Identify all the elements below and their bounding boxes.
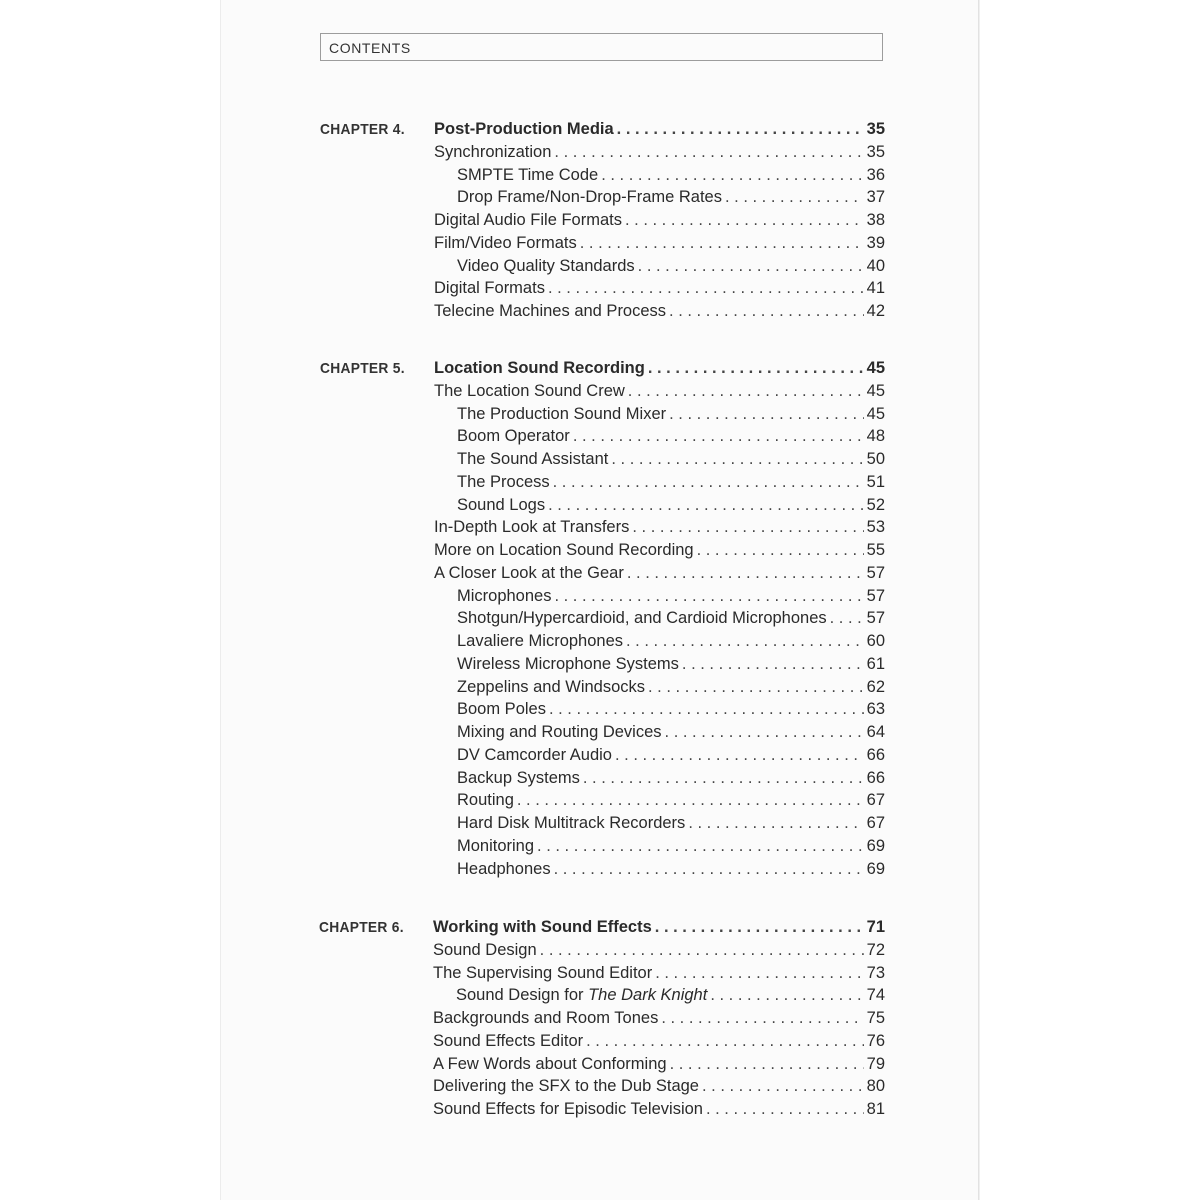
dot-leader (648, 357, 864, 380)
page-number: 52 (866, 495, 885, 514)
entry-title: Mixing and Routing Devices (457, 723, 662, 741)
page-number: 69 (866, 859, 885, 878)
page-number: 36 (866, 165, 885, 184)
toc-entry (457, 425, 885, 448)
dot-leader (625, 209, 864, 232)
toc-entry (457, 607, 885, 630)
entry-title: Video Quality Standards (457, 256, 635, 275)
chapter-title-entry (434, 357, 885, 380)
entry-title: Sound Design (433, 940, 537, 959)
toc-entry (434, 562, 885, 585)
toc-entry (433, 939, 885, 962)
entry-title: The Supervising Sound Editor (433, 963, 653, 982)
page-number: 81 (866, 1100, 885, 1118)
dot-leader (580, 232, 864, 255)
page-number: 67 (866, 791, 885, 810)
page-number: 53 (866, 518, 885, 537)
entry-title: Wireless Microphone Systems (457, 654, 679, 673)
page-number: 73 (866, 963, 885, 982)
toc-entry (457, 448, 885, 471)
entry-title: Delivering the SFX to the Dub Stage (433, 1077, 699, 1096)
entry-title: Working with Sound Effects (433, 918, 652, 936)
entry-title: A Closer Look at the Gear (434, 563, 624, 582)
dot-leader (628, 380, 864, 403)
entry-title: Routing (457, 791, 514, 810)
dot-leader (830, 607, 864, 630)
dot-leader (706, 1098, 864, 1121)
dot-leader (669, 300, 864, 323)
dot-leader (537, 835, 864, 858)
page-number: 37 (866, 188, 885, 207)
toc-entry (434, 539, 885, 562)
toc-entry (457, 698, 885, 721)
page-number: 39 (866, 233, 885, 252)
dot-leader (661, 1007, 863, 1030)
entry-title: Backup Systems (457, 768, 580, 787)
dot-leader (548, 494, 864, 517)
toc-entry (457, 789, 885, 812)
dot-leader (553, 471, 864, 494)
entry-title: Synchronization (434, 142, 552, 161)
page-number: 64 (866, 723, 885, 741)
toc-entry (457, 721, 885, 744)
entry-title: The Sound Assistant (457, 450, 609, 468)
toc-entry (457, 403, 885, 426)
dot-leader (638, 255, 864, 278)
entry-title: The Location Sound Crew (434, 381, 625, 400)
toc-entry (433, 1030, 885, 1053)
dot-leader (554, 585, 863, 608)
entry-title: Microphones (457, 586, 552, 605)
chapter-label: CHAPTER 5. (320, 360, 405, 377)
chapter-title-entry (433, 916, 885, 939)
toc-entry (457, 471, 885, 494)
page-number: 66 (866, 768, 885, 787)
entry-title: The Process (457, 472, 550, 491)
page-number: 71 (866, 918, 885, 936)
toc-entry (457, 494, 885, 517)
chapter-label: CHAPTER 4. (320, 121, 405, 138)
entry-title: In-Depth Look at Transfers (434, 518, 630, 537)
page-number: 67 (866, 814, 885, 832)
entry-title: Zeppelins and Windsocks (457, 677, 646, 696)
page-number: 63 (866, 700, 885, 719)
entry-title: Drop Frame/Non-Drop-Frame Rates (457, 188, 722, 207)
chapter-label: CHAPTER 6. (319, 919, 404, 936)
toc-entry (433, 1098, 885, 1121)
toc-entry (457, 835, 885, 858)
page-number: 62 (866, 677, 885, 696)
toc-entry (457, 676, 885, 699)
page-number: 69 (866, 836, 885, 855)
dot-leader (540, 939, 864, 962)
dot-leader (611, 448, 863, 471)
entry-title: DV Camcorder Audio (457, 745, 612, 764)
page-number: 35 (866, 120, 885, 138)
entry-title: Sound Effects Editor (433, 1031, 584, 1050)
toc-entry (433, 1007, 885, 1030)
entry-title: Digital Audio File Formats (434, 211, 622, 229)
toc-entry (457, 767, 885, 790)
page-number: 41 (866, 279, 885, 298)
entry-title: Telecine Machines and Process (434, 302, 667, 320)
entry-title: Sound Effects for Episodic Television (433, 1100, 703, 1118)
entry-title: Monitoring (457, 836, 535, 855)
toc-entry (433, 1075, 885, 1098)
dot-leader (549, 698, 864, 721)
page-number: 57 (866, 609, 885, 628)
entry-title: Post-Production Media (434, 120, 614, 138)
toc-entry (457, 858, 885, 881)
entry-title: Sound Design for The Dark Knight (456, 986, 708, 1005)
dot-leader (682, 653, 864, 676)
entry-title: Sound Logs (457, 495, 546, 514)
dot-leader (697, 539, 864, 562)
toc-entry (457, 164, 885, 187)
dot-leader (655, 916, 864, 939)
page-number: 57 (866, 586, 885, 605)
toc-entry (434, 232, 885, 255)
page-number: 48 (866, 427, 885, 446)
entry-title: Headphones (457, 859, 551, 878)
toc-entry (433, 962, 885, 985)
dot-leader (548, 277, 864, 300)
toc-entry (434, 300, 885, 323)
dot-leader (554, 858, 864, 881)
page-number: 40 (866, 256, 885, 275)
page-number: 66 (866, 745, 885, 764)
dot-leader (583, 767, 864, 790)
dot-leader (617, 118, 864, 141)
dot-leader (601, 164, 863, 187)
entry-title: More on Location Sound Recording (434, 541, 694, 559)
entry-title: SMPTE Time Code (457, 165, 599, 184)
entry-title: Backgrounds and Room Tones (433, 1009, 659, 1027)
entry-title: Film/Video Formats (434, 233, 577, 252)
dot-leader (688, 812, 863, 835)
page-number: 74 (866, 986, 885, 1005)
dot-leader (517, 789, 864, 812)
page-number: 51 (866, 472, 885, 491)
dot-leader (725, 186, 864, 209)
page-number: 72 (866, 940, 885, 959)
dot-leader (554, 141, 863, 164)
entry-title: A Few Words about Conforming (433, 1054, 667, 1073)
page-number: 61 (866, 654, 885, 673)
toc-entry (457, 812, 885, 835)
page-number: 57 (866, 563, 885, 582)
entry-title: Hard Disk Multitrack Recorders (457, 814, 686, 832)
running-header: CONTENTS (320, 33, 883, 61)
toc-entry (434, 277, 885, 300)
entry-title: Digital Formats (434, 279, 545, 298)
dot-leader (627, 562, 864, 585)
page-number: 45 (866, 359, 885, 377)
toc-entry (434, 516, 885, 539)
page-number: 76 (866, 1031, 885, 1050)
toc-entry (457, 630, 885, 653)
page-number: 75 (866, 1009, 885, 1027)
dot-leader (632, 516, 863, 539)
entry-title-italic: The Dark Knight (588, 986, 708, 1005)
dot-leader (702, 1075, 864, 1098)
toc-entry (457, 744, 885, 767)
dot-leader (586, 1030, 864, 1053)
dot-leader (573, 425, 864, 448)
page-number: 79 (866, 1054, 885, 1073)
page-number: 50 (866, 450, 885, 468)
chapter-title-entry (434, 118, 885, 141)
dot-leader (615, 744, 864, 767)
page-number: 38 (866, 211, 885, 229)
entry-title: Location Sound Recording (434, 359, 645, 377)
page-number: 45 (866, 381, 885, 400)
dot-leader (710, 984, 863, 1007)
toc-entry (457, 585, 885, 608)
entry-title: Boom Operator (457, 427, 570, 446)
entry-title: Lavaliere Microphones (457, 632, 624, 650)
toc-entry (457, 186, 885, 209)
entry-title: Boom Poles (457, 700, 546, 719)
page-number: 80 (866, 1077, 885, 1096)
dot-leader (626, 630, 864, 653)
dot-leader (669, 403, 864, 426)
page-number: 60 (866, 632, 885, 650)
dot-leader (655, 962, 863, 985)
toc-entry (433, 1053, 885, 1076)
dot-leader (670, 1053, 864, 1076)
dot-leader (648, 676, 864, 699)
entry-title: The Production Sound Mixer (457, 404, 667, 423)
page-number: 42 (866, 302, 885, 320)
page-number: 35 (866, 142, 885, 161)
page-number: 45 (866, 404, 885, 423)
toc-entry (457, 255, 885, 278)
toc-entry (457, 653, 885, 676)
dot-leader (665, 721, 864, 744)
page-number: 55 (866, 541, 885, 559)
toc-entry (456, 984, 885, 1007)
toc-entry (434, 380, 885, 403)
toc-entry (434, 141, 885, 164)
toc-entry (434, 209, 885, 232)
entry-title: Shotgun/Hypercardioid, and Cardioid Microphones (457, 609, 827, 628)
